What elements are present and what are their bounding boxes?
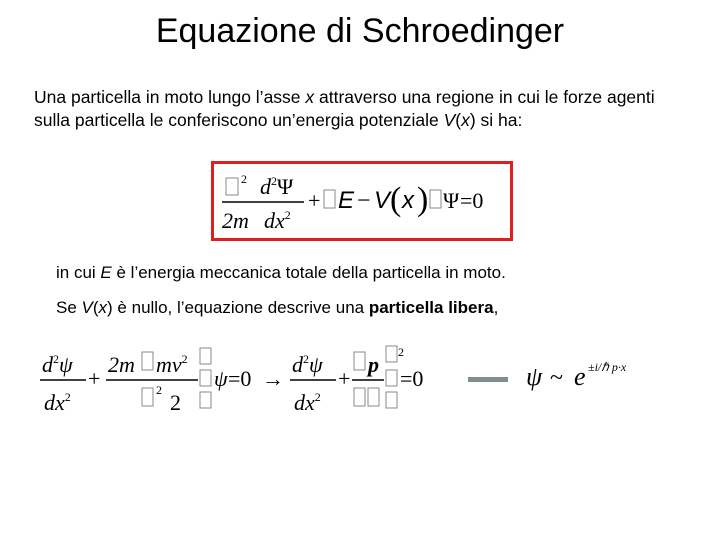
placeholder-symbol-box-10 <box>386 346 397 362</box>
eq1-V: V <box>374 187 391 214</box>
eq2-d2psi-b: $d^2\psi$ <box>292 352 323 377</box>
placeholder-symbol-box-9 <box>354 352 365 370</box>
eq1-dx2: $dx^2$ <box>264 208 291 233</box>
line3-c: ) è nullo, l’equazione descrive una <box>107 298 369 317</box>
placeholder-symbol-box-3 <box>430 190 441 208</box>
schroedinger-equation-box <box>211 161 513 241</box>
schroedinger-equation <box>214 164 510 238</box>
placeholder-symbol-box-11 <box>354 388 365 406</box>
eq3-exponent: ±i/ℏ p·x <box>588 360 627 374</box>
placeholder-symbol-box-7 <box>200 370 211 386</box>
wavefunction-solution <box>522 345 672 400</box>
intro-V: V <box>443 110 456 130</box>
free-particle-description <box>56 298 498 318</box>
eq2-sq: 2 <box>156 383 162 397</box>
intro-x: x <box>305 87 315 107</box>
eq2-d2psi: $d^2\psi$ <box>42 352 73 377</box>
line3-d: , <box>493 298 499 317</box>
free-particle-equation <box>30 340 460 425</box>
eq2-two: 2 <box>170 390 181 415</box>
line3-V: V <box>81 298 93 317</box>
eq2-psi: ψ <box>214 366 228 391</box>
eq2-eq0-b: =0 <box>400 366 424 391</box>
eq1-lparen: ( <box>390 181 402 218</box>
eq1-d2psi: $d^2\Psi$ <box>260 174 294 199</box>
energy-description <box>56 263 506 283</box>
intro-text-3: ) si ha: <box>469 110 523 130</box>
implication-bar <box>468 377 508 382</box>
placeholder-symbol-box-12 <box>368 388 379 406</box>
intro-text-2: attraverso una regione in cui le forze agenti sulla particella le conferiscono un’energia potenziale <box>34 87 655 130</box>
line2-a: in cui <box>56 263 101 282</box>
eq2-p: p <box>368 352 379 377</box>
intro-text-1: Una particella in moto lungo l’asse <box>34 87 306 107</box>
eq3-e: e <box>574 362 586 391</box>
exp-2: 2 <box>241 172 247 186</box>
eq2-plus-2: + <box>338 366 351 391</box>
intro-lparen: ( <box>455 110 462 130</box>
eq2-plus-1: + <box>88 366 101 391</box>
eq1-plus: + <box>308 188 321 213</box>
eq2-eq0: =0 <box>228 366 252 391</box>
eq1-E: E <box>338 187 355 214</box>
intro-paragraph <box>34 86 694 132</box>
line3-x: x <box>98 298 108 317</box>
line2-b: è l’energia meccanica totale della particella in moto. <box>111 263 506 282</box>
eq2-arrow: → <box>262 366 284 391</box>
line3-a: Se <box>56 298 82 317</box>
eq1-2m: 2m <box>222 208 249 233</box>
eq3-psi: ψ <box>526 362 543 391</box>
intro-x2: x <box>461 110 470 130</box>
eq1-x: x <box>402 187 414 214</box>
line2-E: E <box>100 263 112 282</box>
placeholder-symbol-box-2 <box>324 190 335 208</box>
placeholder-symbol-box-13 <box>386 370 397 386</box>
free-particle-term: particella libera <box>368 298 494 317</box>
line3-b: ( <box>92 298 99 317</box>
placeholder-symbol-box-5 <box>200 348 211 364</box>
eq1-rparen: ) <box>417 181 429 218</box>
eq1-minus: − <box>357 188 371 214</box>
placeholder-symbol-box-8 <box>200 392 211 408</box>
eq2-p-exp: 2 <box>398 345 404 359</box>
placeholder-symbol-box-14 <box>386 392 397 408</box>
placeholder-symbol-box <box>226 178 238 195</box>
eq2-dx2: $dx^2$ <box>44 390 71 415</box>
placeholder-symbol-box-4 <box>142 352 153 370</box>
eq2-mv2: $mv^2$ <box>156 352 188 377</box>
eq3-sim: ~ <box>550 365 563 391</box>
page-title: Equazione di Schroedinger <box>155 12 565 50</box>
eq2-dx2-b: $dx^2$ <box>294 390 321 415</box>
eq2-2m: 2m <box>108 352 135 377</box>
eq1-eq0: =0 <box>460 188 484 213</box>
eq1-psi: Ψ <box>443 188 460 213</box>
placeholder-symbol-box-6 <box>142 388 153 406</box>
